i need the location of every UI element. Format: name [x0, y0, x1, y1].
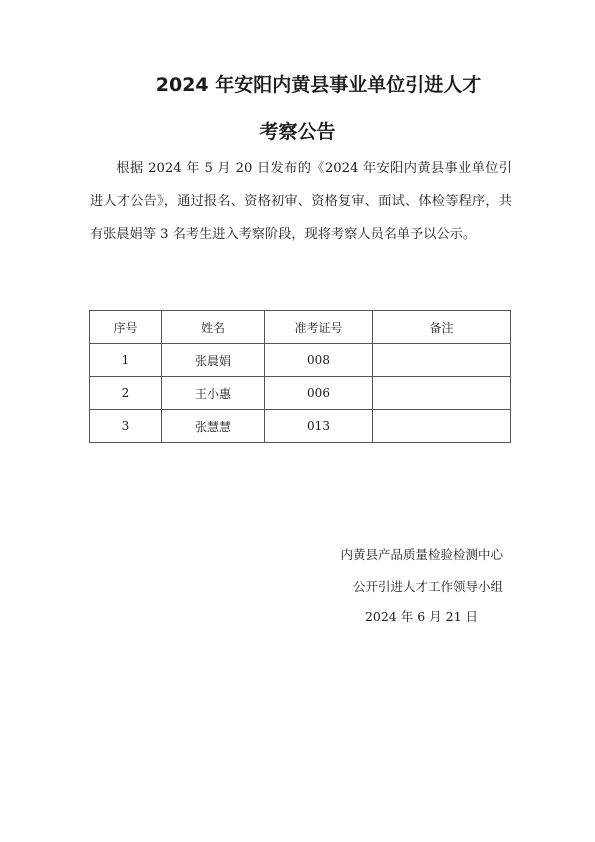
- table-row: [90, 344, 511, 377]
- cell-remarks: [373, 377, 511, 410]
- cell-exam-id: 006: [265, 377, 373, 410]
- title-line-1: 2024 年安阳内黄县事业单位引进人才: [155, 74, 482, 96]
- title-line-2: 考察公告: [259, 121, 336, 143]
- header-number: 序号: [90, 311, 162, 344]
- cell-remarks: [373, 410, 511, 443]
- table-header-row: [90, 311, 511, 344]
- header-remarks: 备注: [373, 311, 511, 344]
- header-name: 姓名: [162, 311, 265, 344]
- cell-exam-id: 013: [265, 410, 373, 443]
- cell-remarks: [373, 344, 511, 377]
- cell-name: 张慧慧: [162, 410, 265, 443]
- signature-date: 2024 年 6 月 21 日: [364, 609, 478, 624]
- announcement-paragraph: 根据 2024 年 5 月 20 日发布的《2024 年安阳内黄县事业单位引进人才公告》，通过报名、资格初审、资格复审、面试、体检等程序，共有张晨娟等 3 名考生进入考察阶段，现将考察人员名单予以公示。: [90, 161, 512, 242]
- table-row: [90, 410, 511, 443]
- cell-name: 王小惠: [162, 377, 265, 410]
- cell-exam-id: 008: [265, 344, 373, 377]
- cell-number: 1: [90, 344, 162, 377]
- header-exam-id: 准考证号: [265, 311, 373, 344]
- table-row: [90, 377, 511, 410]
- cell-number: 3: [90, 410, 162, 443]
- signature-org-line-2: 公开引进人才工作领导小组: [352, 579, 503, 594]
- candidate-table: [89, 310, 511, 443]
- cell-number: 2: [90, 377, 162, 410]
- signature-org-line-1: 内黄县产品质量检验检测中心: [340, 547, 503, 562]
- cell-name: 张晨娟: [162, 344, 265, 377]
